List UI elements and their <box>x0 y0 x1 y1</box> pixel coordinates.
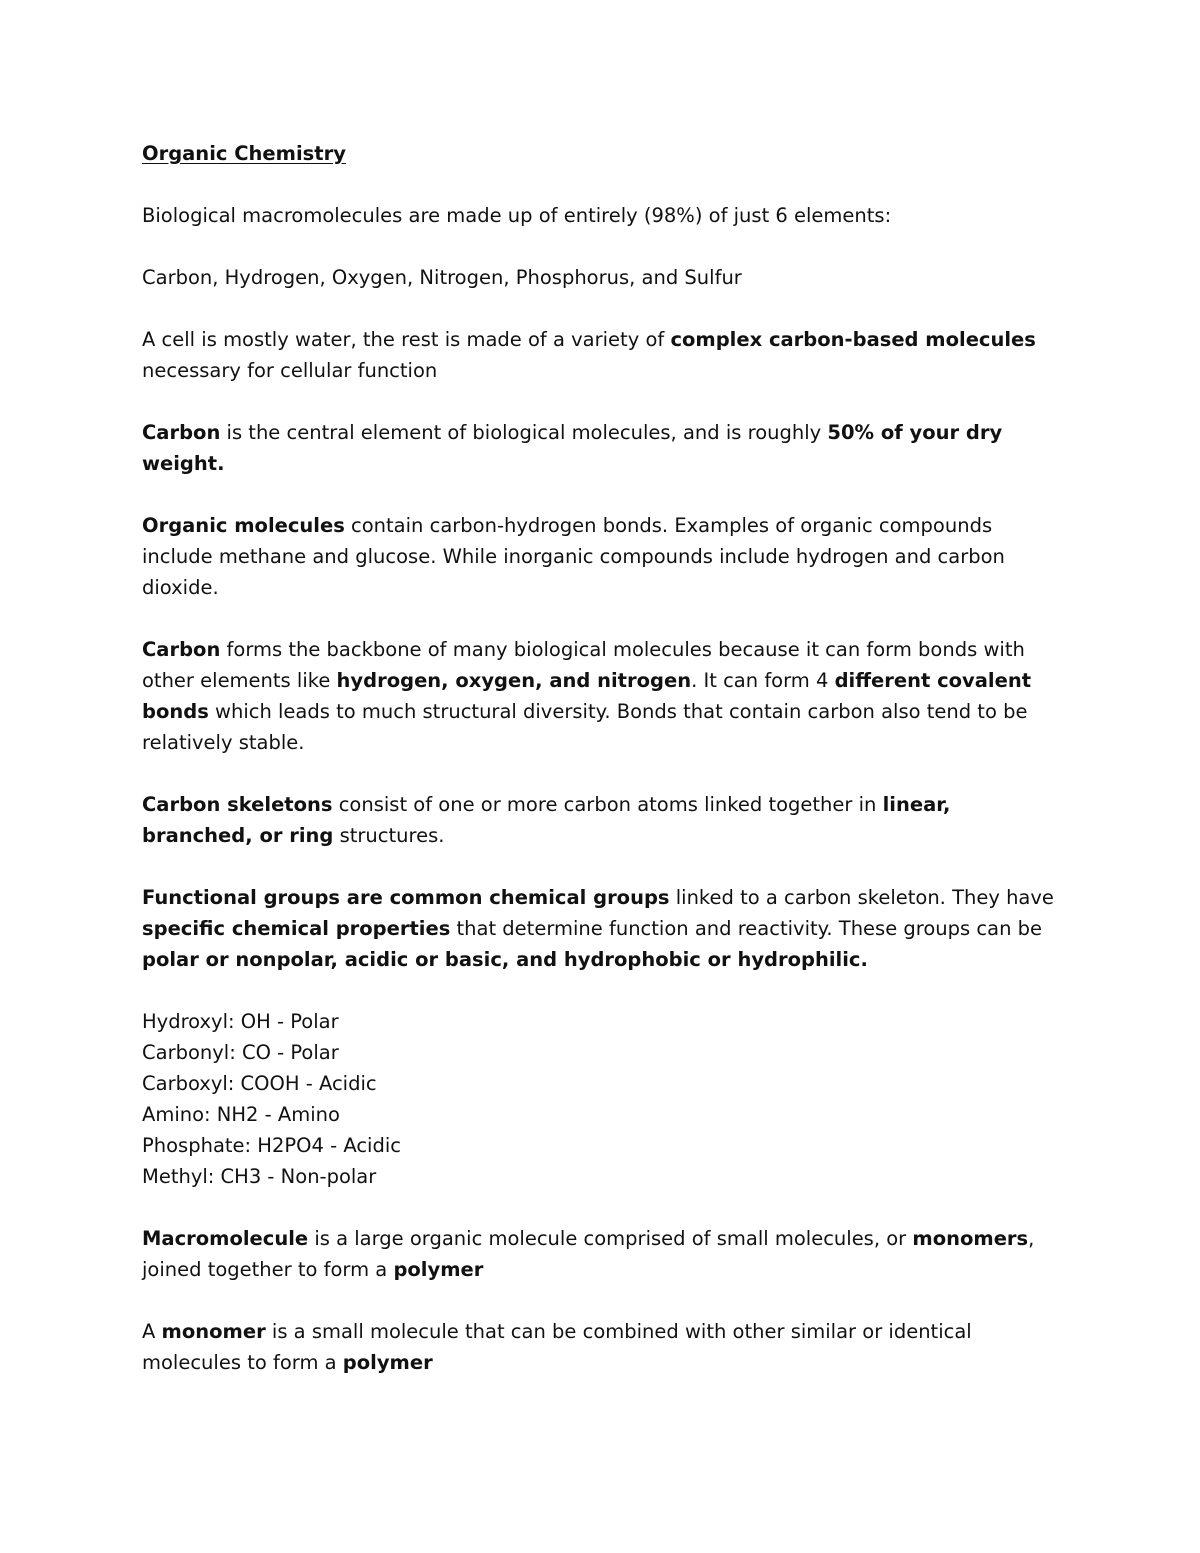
functional-group-list <box>142 1006 1062 1192</box>
paragraph-text: is a large organic molecule comprised of small molecules, or <box>308 1227 913 1250</box>
paragraph-text: consist of one or more carbon atoms linked together in <box>332 793 883 816</box>
list-item: Carboxyl: COOH - Acidic <box>142 1072 377 1095</box>
paragraph-text: linked to a carbon skeleton. They have <box>669 886 1054 909</box>
list-item: Amino: NH2 - Amino <box>142 1103 340 1126</box>
bold-term: polymer <box>342 1351 433 1374</box>
bold-term: Organic molecules <box>142 514 345 537</box>
paragraph-cell-composition <box>142 324 1062 386</box>
paragraph-elements-intro <box>142 200 1062 231</box>
list-item: Hydroxyl: OH - Polar <box>142 1010 339 1033</box>
bold-term: Carbon <box>142 638 221 661</box>
bold-term: specific chemical properties <box>142 917 451 940</box>
bold-term: Carbon skeletons <box>142 793 333 816</box>
bold-term: polymer <box>393 1258 484 1281</box>
paragraph-text: A cell is mostly water, the rest is made of a variety of <box>142 328 671 351</box>
bold-term: polar or nonpolar, acidic or basic, and hydrophobic or hydrophilic. <box>142 948 868 971</box>
paragraph-functional-groups <box>142 882 1062 975</box>
paragraph-text: contain carbon-hydrogen bonds. Examples of organic compounds include methane and glucose. While inorganic compounds include hydrogen and carbon dioxide. <box>142 514 1005 599</box>
bold-term: monomers <box>912 1227 1029 1250</box>
bold-term: monomer <box>161 1320 266 1343</box>
paragraph-text: , joined together to form a <box>142 1227 1035 1281</box>
paragraph-text: Carbon, Hydrogen, Oxygen, Nitrogen, Phosphorus, and Sulfur <box>142 266 742 289</box>
paragraph-monomer <box>142 1316 1062 1378</box>
paragraph-text: is the central element of biological molecules, and is roughly <box>220 421 828 444</box>
paragraph-text: structures. <box>333 824 445 847</box>
paragraph-text: which leads to much structural diversity. Bonds that contain carbon also tend to be relatively stable. <box>142 700 1028 754</box>
paragraph-text: Biological macromolecules are made up of entirely (98%) of just 6 elements: <box>142 204 892 227</box>
paragraph-macromolecule <box>142 1223 1062 1285</box>
bold-term: Carbon <box>142 421 221 444</box>
paragraph-text: . It can form 4 <box>691 669 835 692</box>
bold-term: complex carbon-based molecules <box>670 328 1036 351</box>
paragraph-carbon-backbone <box>142 634 1062 758</box>
bold-term: Functional groups are common chemical groups <box>142 886 670 909</box>
paragraph-carbon-skeletons <box>142 789 1062 851</box>
paragraph-text: that determine function and reactivity. These groups can be <box>450 917 1043 940</box>
paragraph-element-list <box>142 262 1062 293</box>
bold-term: Macromolecule <box>142 1227 309 1250</box>
paragraph-carbon-central <box>142 417 1062 479</box>
bold-term: different covalent bonds <box>142 669 1032 723</box>
bold-term: 50% of your dry weight. <box>142 421 1003 475</box>
paragraph-organic-molecules <box>142 510 1062 603</box>
document-body <box>142 138 1062 1378</box>
paragraph-text: is a small molecule that can be combined with other similar or identical molecules to form a <box>142 1320 972 1374</box>
list-item: Phosphate: H2PO4 - Acidic <box>142 1134 401 1157</box>
bold-term: hydrogen, oxygen, and nitrogen <box>336 669 692 692</box>
page-title: Organic Chemistry <box>142 142 346 165</box>
list-item: Methyl: CH3 - Non-polar <box>142 1165 377 1188</box>
bold-term: linear, branched, or ring <box>142 793 951 847</box>
list-item: Carbonyl: CO - Polar <box>142 1041 339 1064</box>
paragraph-text: forms the backbone of many biological molecules because it can form bonds with other elements like <box>142 638 1025 692</box>
paragraph-text: A <box>142 1320 162 1343</box>
paragraph-text: necessary for cellular function <box>142 359 438 382</box>
